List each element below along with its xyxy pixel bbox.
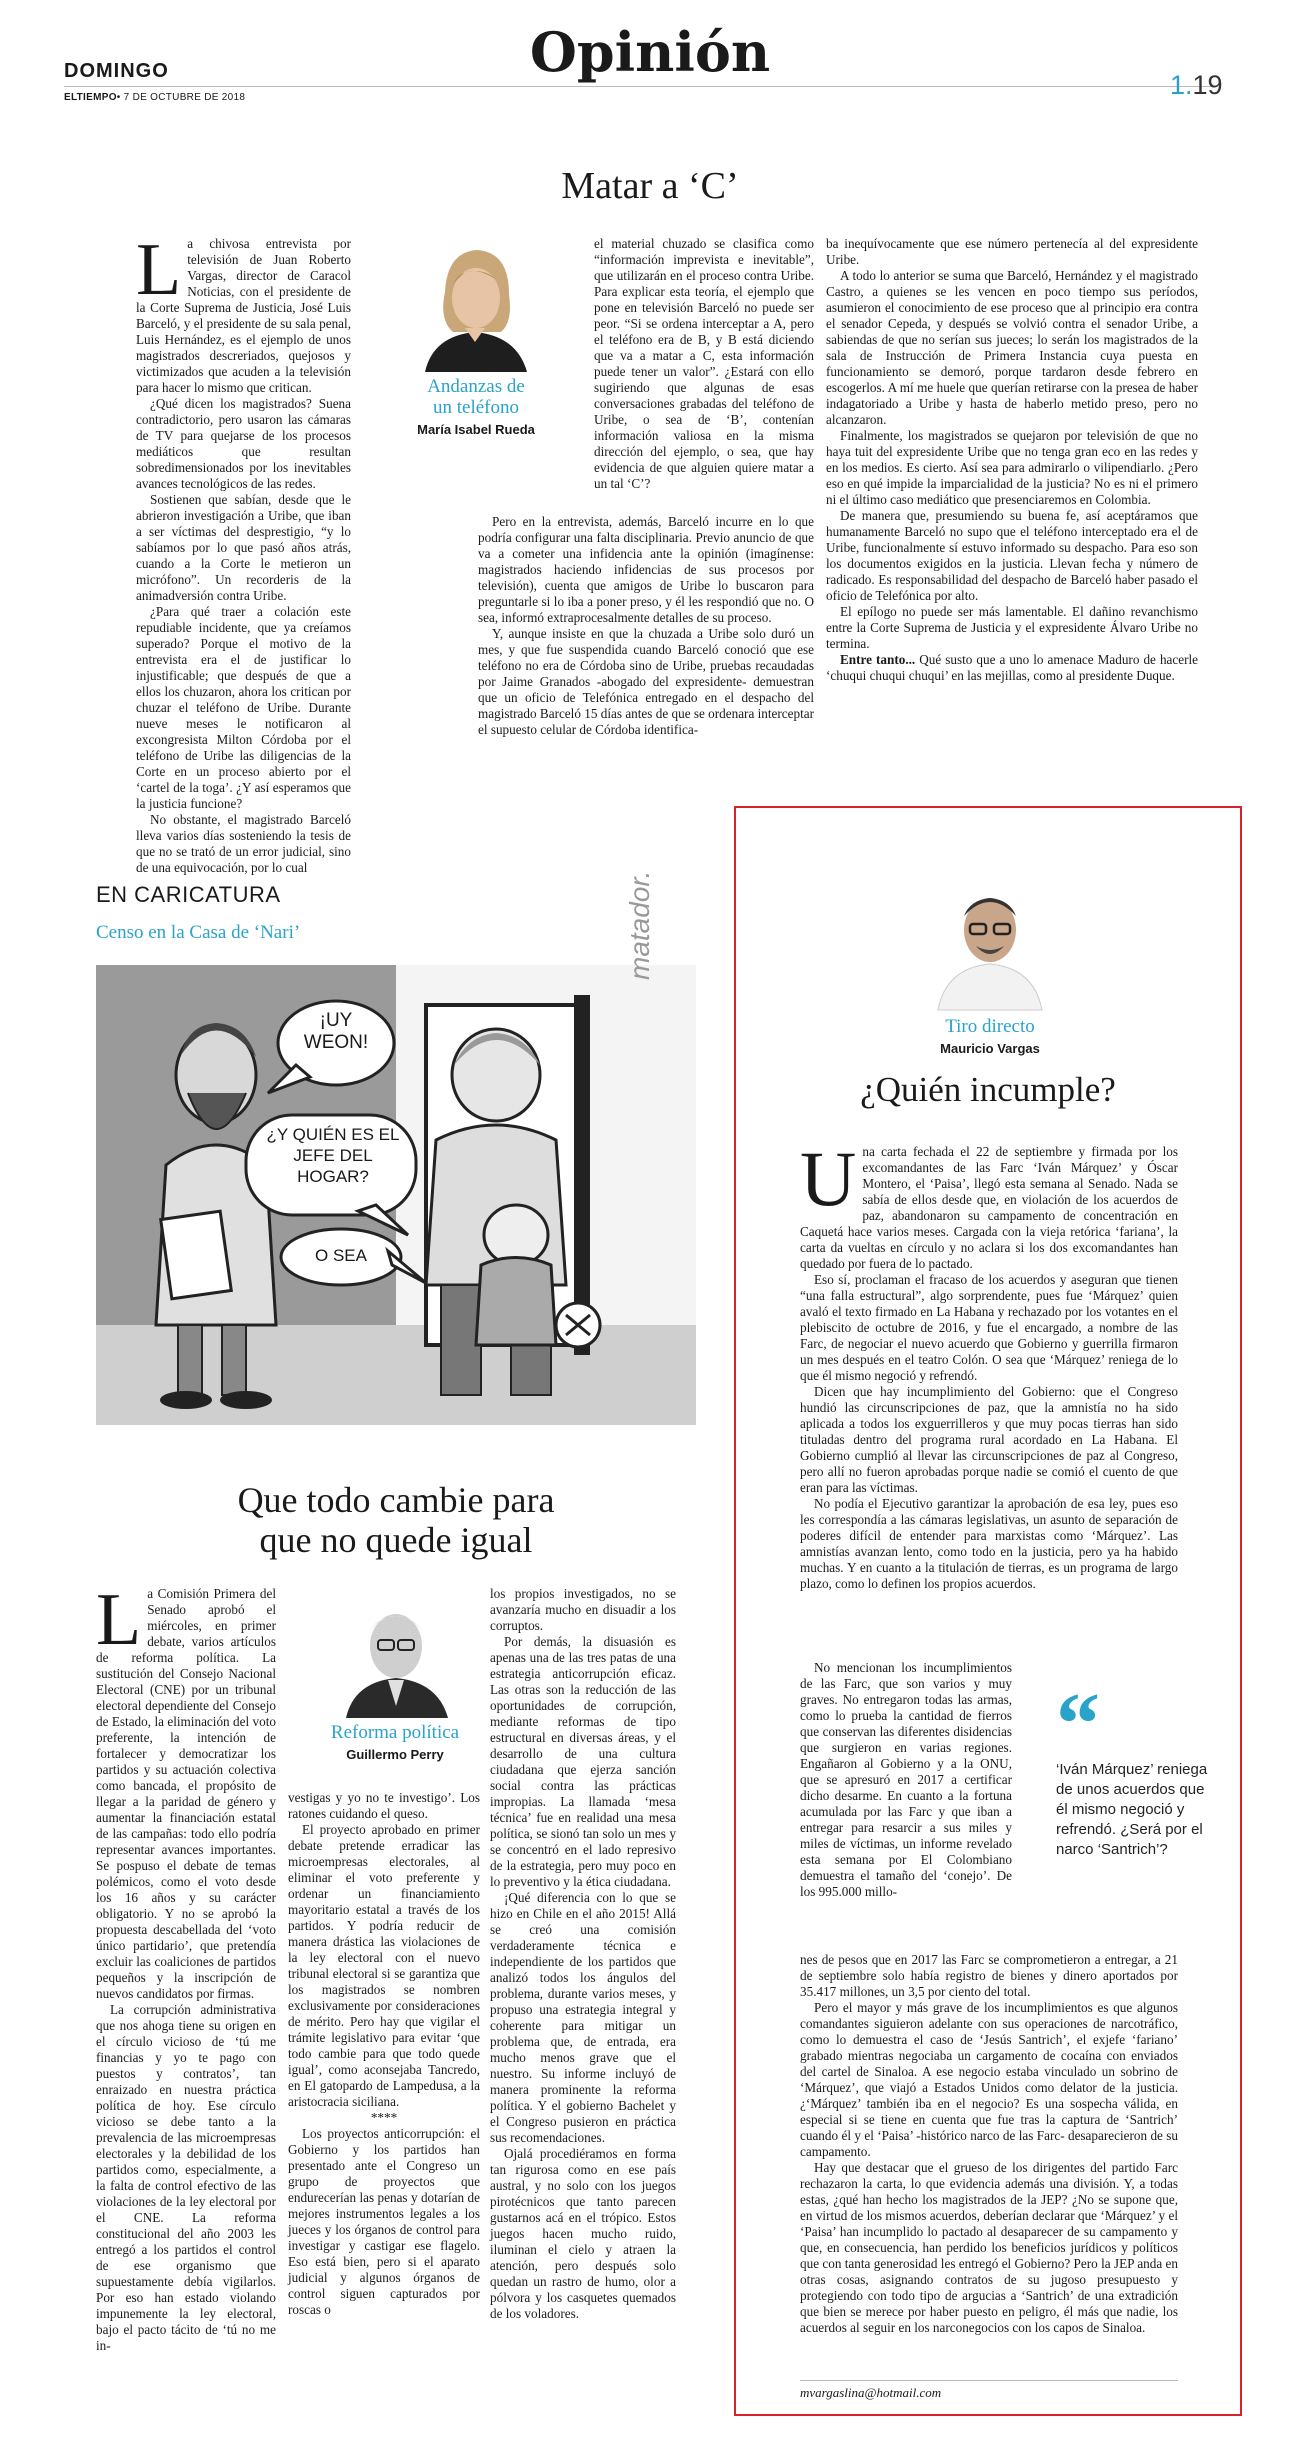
article1-col1 <box>136 229 351 875</box>
quote-icon: “ <box>1056 1676 1100 1773</box>
cartoon-bubble-1: ¡UY WEON! <box>303 1010 369 1053</box>
paragraph: A todo lo anterior se suma que Barceló, Hernández y el magistrado Castro, a quienes se les vencen en poco tiempo sus períodos, asumieron el conocimiento de ese proceso que al principio era contra el senador Cepeda, y después se volvió contra el senador Uribe, a sabiendas de que no serían sus jueces; lo serán los magistrados de la sala de Instrucción de Primera Instancia cuya puesta en funcionamiento se demoró, porque tardaron desde febrero en escogerlos. A mí me huele que querían retirarse con la presea de haber indagatoriado a Uribe y hasta de haberlo metido preso, pero no alcanzaron. <box>826 268 1198 427</box>
article1-col2-bottom <box>478 514 814 828</box>
entre-tanto-text: Qué susto que a uno lo amenace Maduro de hacerle ‘chuqui chuqui chuqui’ en las mejillas, como al presidente Duque. <box>826 652 1199 683</box>
entre-tanto-label: Entre tanto... <box>840 652 916 667</box>
article3-body-left <box>800 1660 1012 1952</box>
cartoon-signature: matador. <box>624 870 655 980</box>
cartoon-kicker: EN CARICATURA <box>96 882 281 907</box>
paragraph: Hay que destacar que el grueso de los dirigentes del partido Farc rechazaron la carta, lo que evidencia además una división. Y, a todas estas, ¿qué han hecho los magistrados de la JEP? ¿No se supone que, en virtud de los mismos acuerdos, deberían declarar que ‘Márquez’ y el ‘Paisa’ han incumplido lo pactado al desaparecer de su campamento y que, en consecuencia, han perdido los beneficios jurídicos y políticos que con tanta generosidad les entregó el Gobierno? Pero la JEP anda en otras cosas, asignando contratos de su jugoso presupuesto y protegiendo con todo tipo de argucias a ‘Santrich’ de una extradición que bien se merece por haber puesto en peligro, él más que nadie, los acuerdos al seguir en los narconegocios con los capos de Sinaloa. <box>800 2160 1178 2335</box>
pullquote-block <box>1056 1676 1216 1860</box>
edition-date: • 7 DE OCTUBRE DE 2018 <box>116 92 246 103</box>
paragraph: a Comisión Primera del Senado aprobó el miércoles, en primer debate, varios artículos de reforma política. La sustitución del Consejo Nacional Electoral (CNE) por un tribunal electoral dependiente del Consejo de Estado, la eliminación del voto preferente, la intención de fortalecer y democratizar los partidos y su actuación colectiva como bancada, el propósito de llegar a la paridad de género y aumentar la financiación estatal de las campañas: todo ello podría representar avances importantes. Se pospuso el debate de temas polémicos, como el voto desde los 16 años y su carácter obligatorio. Y no se aprobó la propuesta descabellada del ‘voto único partidario’, que pretendía excluir las coaliciones de partidos pequeños y la inscripción de nuevos candidatos por firmas. <box>96 1586 276 2001</box>
article2-title <box>96 1480 696 1560</box>
paragraph: Sostienen que sabían, desde que le abrieron investigación a Uribe, que iban a ser víctimas del desprestigio, “y lo sabíamos por lo que pasó años atrás, cuando a la Corte le metieron un micrófono”. Un recorderis de la animadversión contra Uribe. <box>136 492 351 603</box>
author-portrait-rueda <box>405 232 545 372</box>
paragraph: na carta fechada el 22 de septiembre y firmada por los excomandantes de las Farc ‘Iván Márquez’ y Óscar Montero, el ‘Paisa’, llegó esta semana al Senado. Nada se sabía de ellos desde que, en violación de los acuerdos de paz, abandonaron su campamento de concentración en Caquetá hace varios meses. Cargada con la vieja retórica ‘fariana’, la carta da vueltas en círculo y no aclara si los dos excomandantes han quedado por fuera de lo pactado. <box>800 1144 1178 1271</box>
paragraph: Por demás, la disuasión es apenas una de las tres patas de una estrategia anticorrupción eficaz. Las otras son la reducción de las oportunidades de corrupción, mediante reformas de tipo estructural en diversas áreas, y el desarrollo de una cultura ciudadana que ejerza sanción social contra las prácticas impropias. La llamada ‘mesa técnica’ fue en realidad una mesa política, se sionó tan solo un mes y se concentró en el lado represivo de la estrategia, pero muy poco en lo preventivo y la ética ciudadana. <box>490 1634 676 1889</box>
column-name-2: un teléfono <box>432 397 519 418</box>
paragraph: Y, aunque insiste en que la chuzada a Uribe solo duró un mes, y que fue suspendida cuando Barceló conoció que ese teléfono no era de Córdoba sino de Uribe, pruebas recaudadas por Jaime Granados -abogado del expresidente- demuestran que un oficio de Telefónica entregado en el despacho del magistrado Barceló 15 días antes de que se ordenara interceptar el supuesto celular de Córdoba identifica- <box>478 626 814 737</box>
paragraph: No podía el Ejecutivo garantizar la aprobación de esa ley, pues eso les correspondía a las cámaras legislativas, un asunto de separación de poderes difícil de entender para marxistas como ‘Márquez’. Las amnistías avanzan lento, como todo en la justicia, pero ya ha habido muchas. Y en cuanto a la titulación de tierras, es un programa de largo plazo, como lo definen los propios acuerdos. <box>800 1496 1178 1591</box>
page-number-section: 1. <box>1170 70 1193 100</box>
paragraph: a chivosa entrevista por televisión de Juan Roberto Vargas, director de Caracol Noticias, con el presidente de la Corte Suprema de Justicia, José Luis Barceló, y el presidente de su sala penal, Luis Hernández, es el ejemplo de unos magistrados descreriados, quejosos y victimizados que acuden a la televisión para hacer lo mismo que critican. <box>136 236 351 395</box>
paragraph: El epílogo no puede ser más lamentable. El dañino revanchismo entre la Corte Suprema de Justicia y el expresidente Álvaro Uribe no termina. <box>826 604 1198 651</box>
dropcap: L <box>136 229 182 311</box>
column-name-1: Andanzas de <box>427 376 525 397</box>
paragraph: De manera que, presumiendo su buena fe, así aceptáramos que humanamente Barceló no supo que el teléfono interceptado era el de Uribe, funcionalmente sí estuvo informado su despacho. Para eso son los documentos exigidos en la justicia. Llevan fecha y número de radicado. Es responsabilidad del despacho de Barceló haber pasado el oficio de Telefónica por alto. <box>826 508 1198 603</box>
title-line-1: Que todo cambie para <box>237 1480 555 1520</box>
column-name: Reforma política <box>330 1722 460 1743</box>
author-portrait-vargas <box>920 870 1060 1010</box>
author-email[interactable]: mvargaslina@hotmail.com <box>800 2380 1178 2401</box>
author-name: Mauricio Vargas <box>940 1041 1040 1056</box>
cartoon-bubble-2: ¿Y QUIÉN ES EL JEFE DEL HOGAR? <box>266 1125 400 1186</box>
title-line-2: que no quede igual <box>259 1520 533 1560</box>
article2-col1 <box>96 1579 276 2400</box>
article1-col2-top <box>594 236 814 514</box>
paragraph: vestigas y yo no te investigo’. Los ratones cuidando el queso. <box>288 1790 480 1821</box>
cartoon-title: Censo en la Casa de ‘Nari’ <box>96 922 301 943</box>
article1-col3 <box>826 236 1198 836</box>
dropcap: L <box>96 1579 142 1661</box>
paragraph: ¿Qué dicen los magistrados? Suena contradictorio, pero usaron las cámaras de TV para quejarse de los procesos mediáticos que resultan sobredimensionados por los inevitables avances tecnológicos de las redes. <box>136 396 351 491</box>
article3-columnist <box>900 1016 1080 1056</box>
day-label: DOMINGO <box>64 60 169 82</box>
page-number <box>1170 70 1223 101</box>
article1-columnist <box>396 376 556 437</box>
publication-name: ELTIEMPO <box>64 92 117 103</box>
article1-title: Matar a ‘C’ <box>561 165 739 207</box>
paragraph: La corrupción administrativa que nos ahoga tiene su origen en el círculo vicioso de ‘tú me financias y yo te pago con puestos y contratos’, tan enraizado en nuestra práctica política de hoy. Ese círculo vicioso se debe tanto a la prevalencia de las microempresas electorales y la debilidad de los partidos como, especialmente, a la falta de control efectivo de las violaciones de la ley electoral por el CNE. La reforma constitucional del año 2003 les entregó a los partidos el control de ese organismo que supuestamente debía vigilarlos. Por eso han estado violando impunemente la ley electoral, bajo el pacto tácito de ‘tú no me in- <box>96 2002 276 2353</box>
article2-col3 <box>490 1586 676 2400</box>
paragraph: Dicen que hay incumplimiento del Gobierno: que el Congreso hundió las circunscripciones de paz, que la amnistía no ha sido aplicada a todos los exguerrilleros y que muy pocas tierras han sido tituladas dentro del programa rural acordado en La Habana. El Gobierno cumplió al llevar las circunscripciones de paz al Congreso, pero allí no fueron aprobadas porque nadie se comió el cuento de que eran para las víctimas. <box>800 1384 1178 1495</box>
paragraph: El proyecto aprobado en primer debate pretende erradicar las microempresas electorales, al eliminar el voto preferente y ordenar un financiamiento mayoritario estatal a través de los partidos. Y podría reducir de manera drástica las violaciones de la ley electoral con el nuevo tribunal electoral si se garantiza que los magistrados se nombren exclusivamente por consideraciones de mérito. Pero hay que vigilar el trámite legislativo para evitar ‘que todo cambie para que todo quede igual’, como aconsejaba Tancredo, en El gatopardo de Lampedusa, a la aristocracia siciliana. <box>288 1822 480 2109</box>
publication-line <box>64 92 245 103</box>
column-name: Tiro directo <box>945 1016 1035 1037</box>
paragraph: Ojalá procediéramos en forma tan rigurosa como en ese país austral, y no solo con los juegos pirotécnicos que tanto parecen gustarnos acá en el trópico. Estos juegos hacen mucho ruido, iluminan el cielo y atraen la atención, pero después solo quedan un rastro de humo, olor a pólvora y los casquetes quemados de los voladores. <box>490 2146 676 2321</box>
paragraph: No mencionan los incumplimientos de las Farc, que son varios y muy graves. No entregaron todas las armas, como lo prueba la cantidad de fierros que conservan las diferentes disidencias que surgieron en varias regiones. Engañaron al Gobierno y a la ONU, que se apresuró en 2017 a certificar dicho desarme. En cuanto a la fortuna acumulada por las Farc y que iban a entregar para resarcir a sus miles y miles de víctimas, un informe revelado esta semana por El Colombiano demuestra el tamaño del ‘conejo’. De los 995.000 millo- <box>800 1660 1012 1899</box>
paragraph: ¿Para qué traer a colación este repudiable incidente, que ya creíamos superado? Porque el motivo de la entrevista era el de justificar lo injustificable; que después de que a ellos los chuzaron, ahora los critican por chuzar el teléfono de Uribe. Durante nueve meses le notificaron al excongresista Milton Córdoba por el teléfono de Uribe las diligencias de la Corte en un proceso abierto por el ‘cartel de la toga’. ¿Y así esperamos que la justicia funcione? <box>136 604 351 811</box>
paragraph: nes de pesos que en 2017 las Farc se comprometieron a entregar, a 21 de septiembre solo había registro de bienes y dinero aportados por 35.417 millones, un 3,5 por ciento del total. <box>800 1952 1178 1999</box>
article2-columnist <box>305 1722 485 1762</box>
paragraph: Los proyectos anticorrupción: el Gobierno y los partidos han presentado ante el Congreso un grupo de proyectos que endurecerían las penas y dotarían de mejores instrumentos legales a los jueces y los órganos de control para investigar y castigar ese flagelo. Eso está bien, pero si el aparato judicial y algunos órganos de control siguen capturados por roscas o <box>288 2126 480 2317</box>
author-name: Guillermo Perry <box>346 1747 444 1762</box>
paragraph: Pero en la entrevista, además, Barceló incurre en lo que podría configurar una falta disciplinaria. Previo anuncio de que va a cometer una infidencia ante la opinión (imagínense: magistrados haciendo infidencias de sus procesos por televisión), cuenta que amigos de Uribe lo buscaron para preguntarle si lo iba a poner preso, y él les respondió que no. O sea, informó extraprocesalmente detalles de su proceso. <box>478 514 814 625</box>
cartoon-bubble-3: O SEA <box>315 1246 367 1265</box>
paragraph: ba inequívocamente que ese número pertenecía al del expresidente Uribe. <box>826 236 1198 267</box>
paragraph: Finalmente, los magistrados se quejaron por televisión de que no haya tuit del expresidente Uribe que no tenga gran eco en las redes y en los medios. Es cierto. Así sea para admirarlo o vilipendiarlo. ¿Pero eso en qué impide la imparcialidad de la justicia? No es ni el primero ni el último caso mediático que presenciaremos en Colombia. <box>826 428 1198 507</box>
paragraph: el material chuzado se clasifica como “información imprevista e inevitable”, que utilizarán en el proceso contra Uribe. Para explicar esta teoría, el ejemplo que pone en televisión Barceló no puede ser peor. “Si se ordena interceptar a A, pero el teléfono era de B, y B está diciendo que va a matar a C, esta información puede tener un valor”. ¿Estará con ello sugiriendo que algunas de esas conversaciones grabadas del teléfono de Uribe, o sea de ‘B’, contenían información valiosa en la misma dirección del ejemplo, o sea, que hay evidencia de que alguien quiere matar a un tal ‘C’? <box>594 236 814 491</box>
paragraph: Eso sí, proclaman el fracaso de los acuerdos y aseguran que tienen “una falla estructural”, algo sorprendente, pues fue ‘Márquez’ quien avaló el texto firmado en La Habana y rechazado por los votantes en el plebiscito de octubre de 2016, y fue el encargado, a nombre de las Farc, de negociar el nuevo acuerdo que Gobierno y guerrilla firmaron un mes después en el teatro Colón. O sea que ‘Márquez’ reniega de lo que él mismo negoció y refrendó. <box>800 1272 1178 1383</box>
article2-col2 <box>288 1790 480 2400</box>
separator: **** <box>370 2110 398 2125</box>
pullquote-text: ‘Iván Márquez’ reniega de unos acuerdos que él mismo negoció y refrendó. ¿Será por el narco ‘Santrich’? <box>1056 1761 1208 1858</box>
paragraph: No obstante, el magistrado Barceló lleva varios días sosteniendo la tesis de que no se trató de un error judicial, sino de una equivocación, por lo cual <box>136 812 351 875</box>
article3-body-top <box>800 1135 1178 1598</box>
article3-title: ¿Quién incumple? <box>860 1070 1116 1109</box>
cartoon-illustration <box>96 965 696 1425</box>
paragraph: ¡Qué diferencia con lo que se hizo en Chile en el año 2015! Allá se creó una comisión verdaderamente técnica e independiente de los partidos que analizó todos los ángulos del problema, durante varios meses, y propuso una estrategia integral y coherente para mitigar un problema que, de entrada, era mucho menos grave que el nuestro. Su informe incluyó de manera prominente la reforma política. Y el gobierno Bachelet y el Congreso pusieron en práctica sus recomendaciones. <box>490 1890 676 2145</box>
author-portrait-perry <box>330 1588 460 1718</box>
article3-body-bottom <box>800 1952 1178 2362</box>
paragraph: Pero el mayor y más grave de los incumplimientos es que algunos comandantes siguieron adelante con sus operaciones de narcotráfico, como lo demuestra el caso de ‘Jesús Santrich’, el exjefe ‘fariano’ grabado mientras negociaba un cargamento de cocaína con enviados del cartel de Sinaloa. A ese negocio estaba vinculado un sobrino de ‘Márquez’, que viajó a Estados Unidos como delator de la justicia. ¿‘Márquez’ también iba en el negocio? Es una sospecha válida, en especial si se tiene en cuenta que fue tras la captura de ‘Santrich’ cuando él y el ‘Paisa’ -histórico narco de las Farc- desaparecieron de su campamento. <box>800 2000 1178 2159</box>
dropcap: U <box>800 1135 857 1222</box>
page-number-page: 19 <box>1192 70 1223 100</box>
paragraph: los propios investigados, no se avanzaría mucho en disuadir a los corruptos. <box>490 1586 676 1633</box>
section-title: Opinión <box>529 20 771 84</box>
author-name: María Isabel Rueda <box>417 422 535 437</box>
header-divider <box>64 86 1212 87</box>
